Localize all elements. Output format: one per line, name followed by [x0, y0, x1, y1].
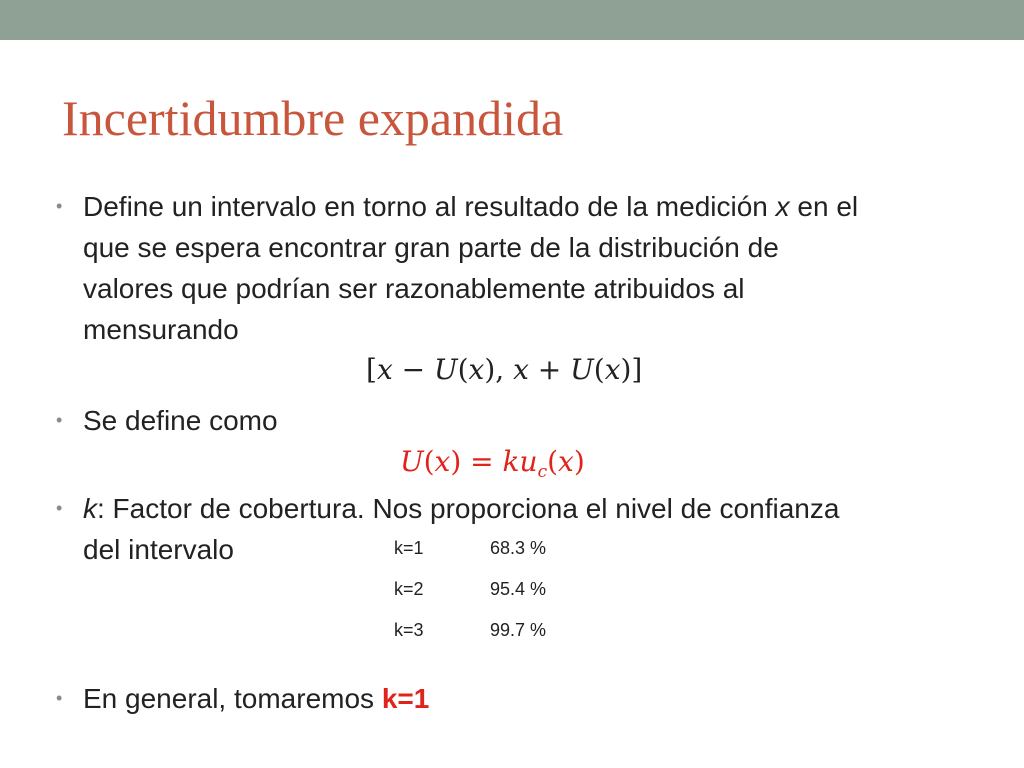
- confidence-percent: 68.3 %: [490, 538, 547, 558]
- table-row: [394, 538, 594, 579]
- bullet-dot-icon: •: [56, 498, 63, 518]
- bullet-text: [83, 186, 858, 350]
- highlight-k-value: k=1: [381, 683, 430, 714]
- bullet-line: del intervalo: [83, 534, 234, 565]
- bullet-dot-icon: •: [56, 410, 63, 430]
- bullet-line: mensurando: [83, 314, 239, 345]
- coverage-k: k=1: [394, 538, 424, 558]
- slide-title: Incertidumbre expandida: [62, 90, 564, 146]
- coverage-k: k=3: [394, 620, 424, 640]
- confidence-percent: 95.4 %: [490, 579, 547, 599]
- bullet-dot-icon: •: [56, 688, 63, 708]
- top-accent-bar: [0, 0, 1024, 40]
- bullet-text: Se define como: [83, 405, 278, 436]
- bullet-line: que se espera encontrar gran parte de la distribución de: [83, 232, 779, 263]
- bullet-text: En general, tomaremos k=1: [83, 683, 430, 714]
- variable-k: k: [83, 493, 97, 524]
- table-row: [394, 579, 594, 620]
- bullet-line: valores que podrían ser razonablemente atribuidos al: [83, 273, 745, 304]
- expanded-uncertainty-formula: $U(x) = ku_c(x)$: [400, 445, 585, 482]
- bullet-line: k: Factor de cobertura. Nos proporciona el nivel de confianza: [83, 493, 840, 524]
- bullet-dot-icon: •: [56, 196, 63, 216]
- table-row: [394, 620, 594, 661]
- interval-formula: [x − U(x), x + U(x)]: [366, 353, 643, 386]
- coverage-k: k=2: [394, 579, 424, 599]
- bullet-line: Define un intervalo en torno al resultado de la medición x en el: [83, 191, 859, 222]
- confidence-percent: 99.7 %: [490, 620, 547, 640]
- coverage-factor-table: [394, 538, 594, 661]
- variable-x: x: [775, 191, 790, 222]
